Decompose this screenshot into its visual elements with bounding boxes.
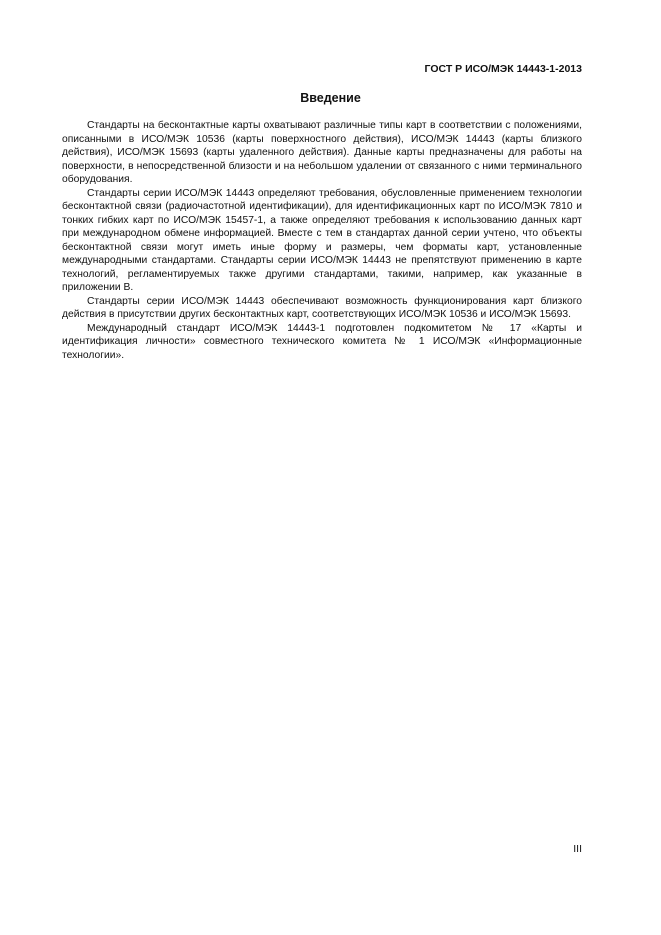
introduction-body [62,119,582,362]
section-title: Введение [300,91,361,105]
paragraph-requirements: Стандарты серии ИСО/МЭК 14443 определяют требования, обусловленные применением технологии бесконтактной связи (радиочастотной идентификации), для идентификационных карт по ИСО/МЭК 7810 и тонких гибких карт по ИСО/МЭК 15457-1, а также определяют требования к использованию данных карт при международном обмене информацией. Вместе с тем в стандартах данной серии учтено, что объекты бесконтактной связи могут иметь иные форму и размеры, чем форматы карт, установленные международными стандартами. Стандарты серии ИСО/МЭК 14443 не препятствуют применению в карте технологий, регламентируемых также другими стандартами, такими, например, как указанные в приложении В. [62,187,582,293]
document-header-standard-id: ГОСТ Р ИСО/МЭК 14443-1-2013 [424,63,582,75]
paragraph-card-types: Стандарты на бесконтактные карты охватывают различные типы карт в соответствии с положениями, описанными в ИСО/МЭК 10536 (карты поверхностного действия), ИСО/МЭК 14443 (карты близкого действия), ИСО/МЭК 15693 (карты удаленного действия). Данные карты предназначены для работы на поверхности, в непосредственной близости и на небольшом удалении от связанного с ними терминального оборудования. [62,120,582,185]
paragraph-committee: Международный стандарт ИСО/МЭК 14443-1 подготовлен подкомитетом № 17 «Карты и идентификация личности» совместного технического комитета № 1 ИСО/МЭК «Информационные технологии». [62,322,582,361]
paragraph-coexistence: Стандарты серии ИСО/МЭК 14443 обеспечивают возможность функционирования карт близкого действия в присутствии других бесконтактных карт, соответствующих ИСО/МЭК 10536 и ИСО/МЭК 15693. [62,295,582,320]
page-number: III [573,843,582,855]
